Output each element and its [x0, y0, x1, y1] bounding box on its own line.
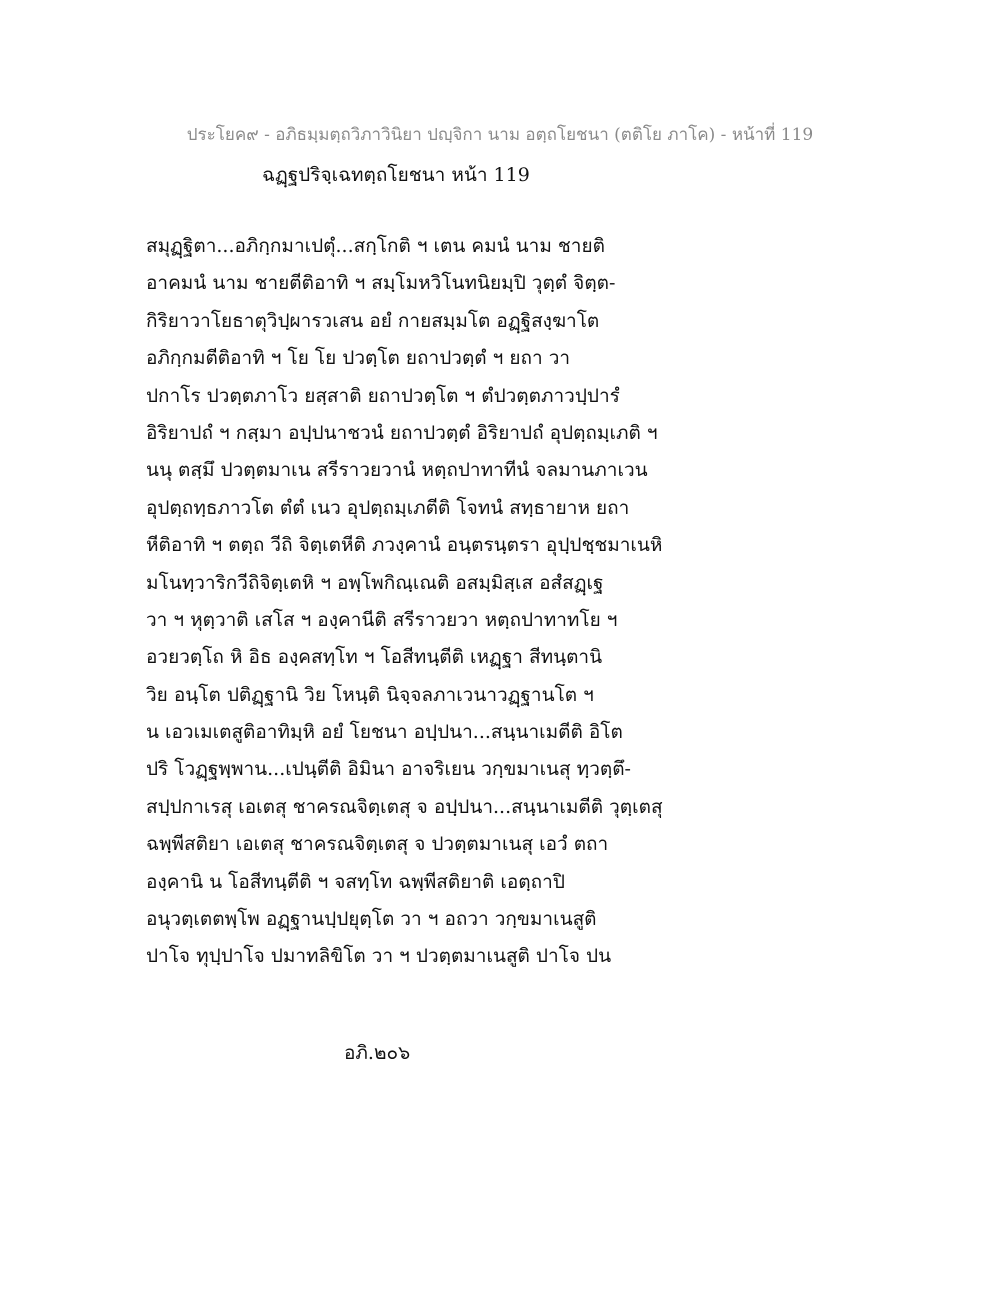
text-line: วิย อนฺโต ปติฏฺฐานิ วิย โหนฺติ นิจฺจลภาเวนาวฏฺฐานโต ฯ — [146, 683, 594, 706]
text-line: ปริ โวฏฺฐพฺพาน...เปนฺตีติ อิมินา อาจริเยน วกฺขมาเนสุ ทฺวตฺตึ- — [146, 758, 631, 781]
text-line: อนุวตฺเตตพฺโพ อฏฺฐานปฺปยุตฺโต วา ฯ อถวา วกฺขมาเนสูติ — [146, 908, 597, 931]
text-line: อาคมนํ นาม ชายตีติอาทิ ฯ สมฺโมหวิโนทนิยมฺปิ วุตฺตํ จิตฺต- — [146, 272, 616, 295]
text-line: อวยวตฺโถ หิ อิธ องฺคสทฺโท ฯ โอสีทนฺตีติ เหฏฺฐา สีทนฺตานิ — [146, 646, 603, 669]
section-title: ฉฏฺฐปริจฺเฉทตฺถโยชนา หน้า 119 — [262, 164, 530, 186]
text-line: อิริยาปถํ ฯ กสฺมา อปฺปนาชวนํ ยถาปวตฺตํ อิริยาปถํ อุปตฺถมฺเภติ ฯ — [146, 421, 658, 444]
text-line: กิริยาวาโยธาตุวิปฺผารวเสน อยํ กายสมฺมโต อฏฺฐิสงฺฆาโต — [146, 309, 600, 332]
text-line: น เอวเมเตสูติอาทิมฺหิ อยํ โยชนา อปฺปนา...สนฺนาเมตีติ อิโต — [146, 721, 623, 744]
text-line: สปฺปกาเรสุ เอเตสุ ชาครณจิตฺเตสุ จ อปฺปนา...สนฺนาเมตีติ วุตฺเตสุ — [146, 795, 663, 818]
text-line: องฺคานิ น โอสีทนฺตีติ ฯ จสทฺโท ฉพฺพีสติยาติ เอตฺถาปิ — [146, 870, 565, 893]
page-footer-mark: อภิ.๒๐๖ — [344, 1042, 411, 1064]
text-line: สมุฏฺฐิตา...อภิกฺกมาเปตุํ...สกฺโกติ ฯ เตน คมนํ นาม ชายติ — [146, 235, 605, 257]
text-line: ปาโจ ทุปฺปาโจ ปมาทลิขิโต วา ฯ ปวตฺตมาเนสูติ ปาโจ ปน — [146, 945, 612, 968]
text-line: อุปตฺถทฺธภาวโต ตํตํ เนว อุปตฺถมฺเภตีติ โจทนํ สทฺธายาห ยถา — [146, 496, 630, 519]
text-line: ปกาโร ปวตฺตภาโว ยสฺสาติ ยถาปวตฺโต ฯ ตํปวตฺตภาวปฺปารํ — [146, 384, 620, 407]
text-line: ฉพฺพีสติยา เอเตสุ ชาครณจิตฺเตสุ จ ปวตฺตมาเนสุ เอวํ ตถา — [146, 833, 609, 856]
text-line: นนุ ตสฺมึ ปวตฺตมาเน สรีราวยวานํ หตฺถปาทาทีนํ จลมานภาเวน — [146, 459, 648, 482]
text-line: วา ฯ หุตฺวาติ เสโส ฯ องฺคานีติ สรีราวยวา หตฺถปาทาทโย ฯ — [146, 608, 618, 631]
text-line: อภิกฺกมตีติอาทิ ฯ โย โย ปวตฺโต ยถาปวตฺตํ ฯ ยถา วา — [146, 347, 571, 370]
body-text — [146, 228, 866, 976]
text-line: หีติอาทิ ฯ ตตฺถ วีถิ จิตฺเตหีติ ภวงฺคานํ อนฺตรนฺตรา อุปฺปชฺชมาเนหิ — [146, 534, 663, 557]
text-line: มโนทฺวาริกวีถิจิตฺเตหิ ฯ อพฺโพกิณฺเณติ อสมฺมิสฺเส อสํสฏฺเฐ — [146, 571, 604, 594]
running-header: ประโยค๙ - อภิธมฺมตฺถวิภาวินิยา ปญฺจิกา นาม อตฺถโยชนา (ตติโย ภาโค) - หน้าที่ 119 — [186, 125, 814, 145]
